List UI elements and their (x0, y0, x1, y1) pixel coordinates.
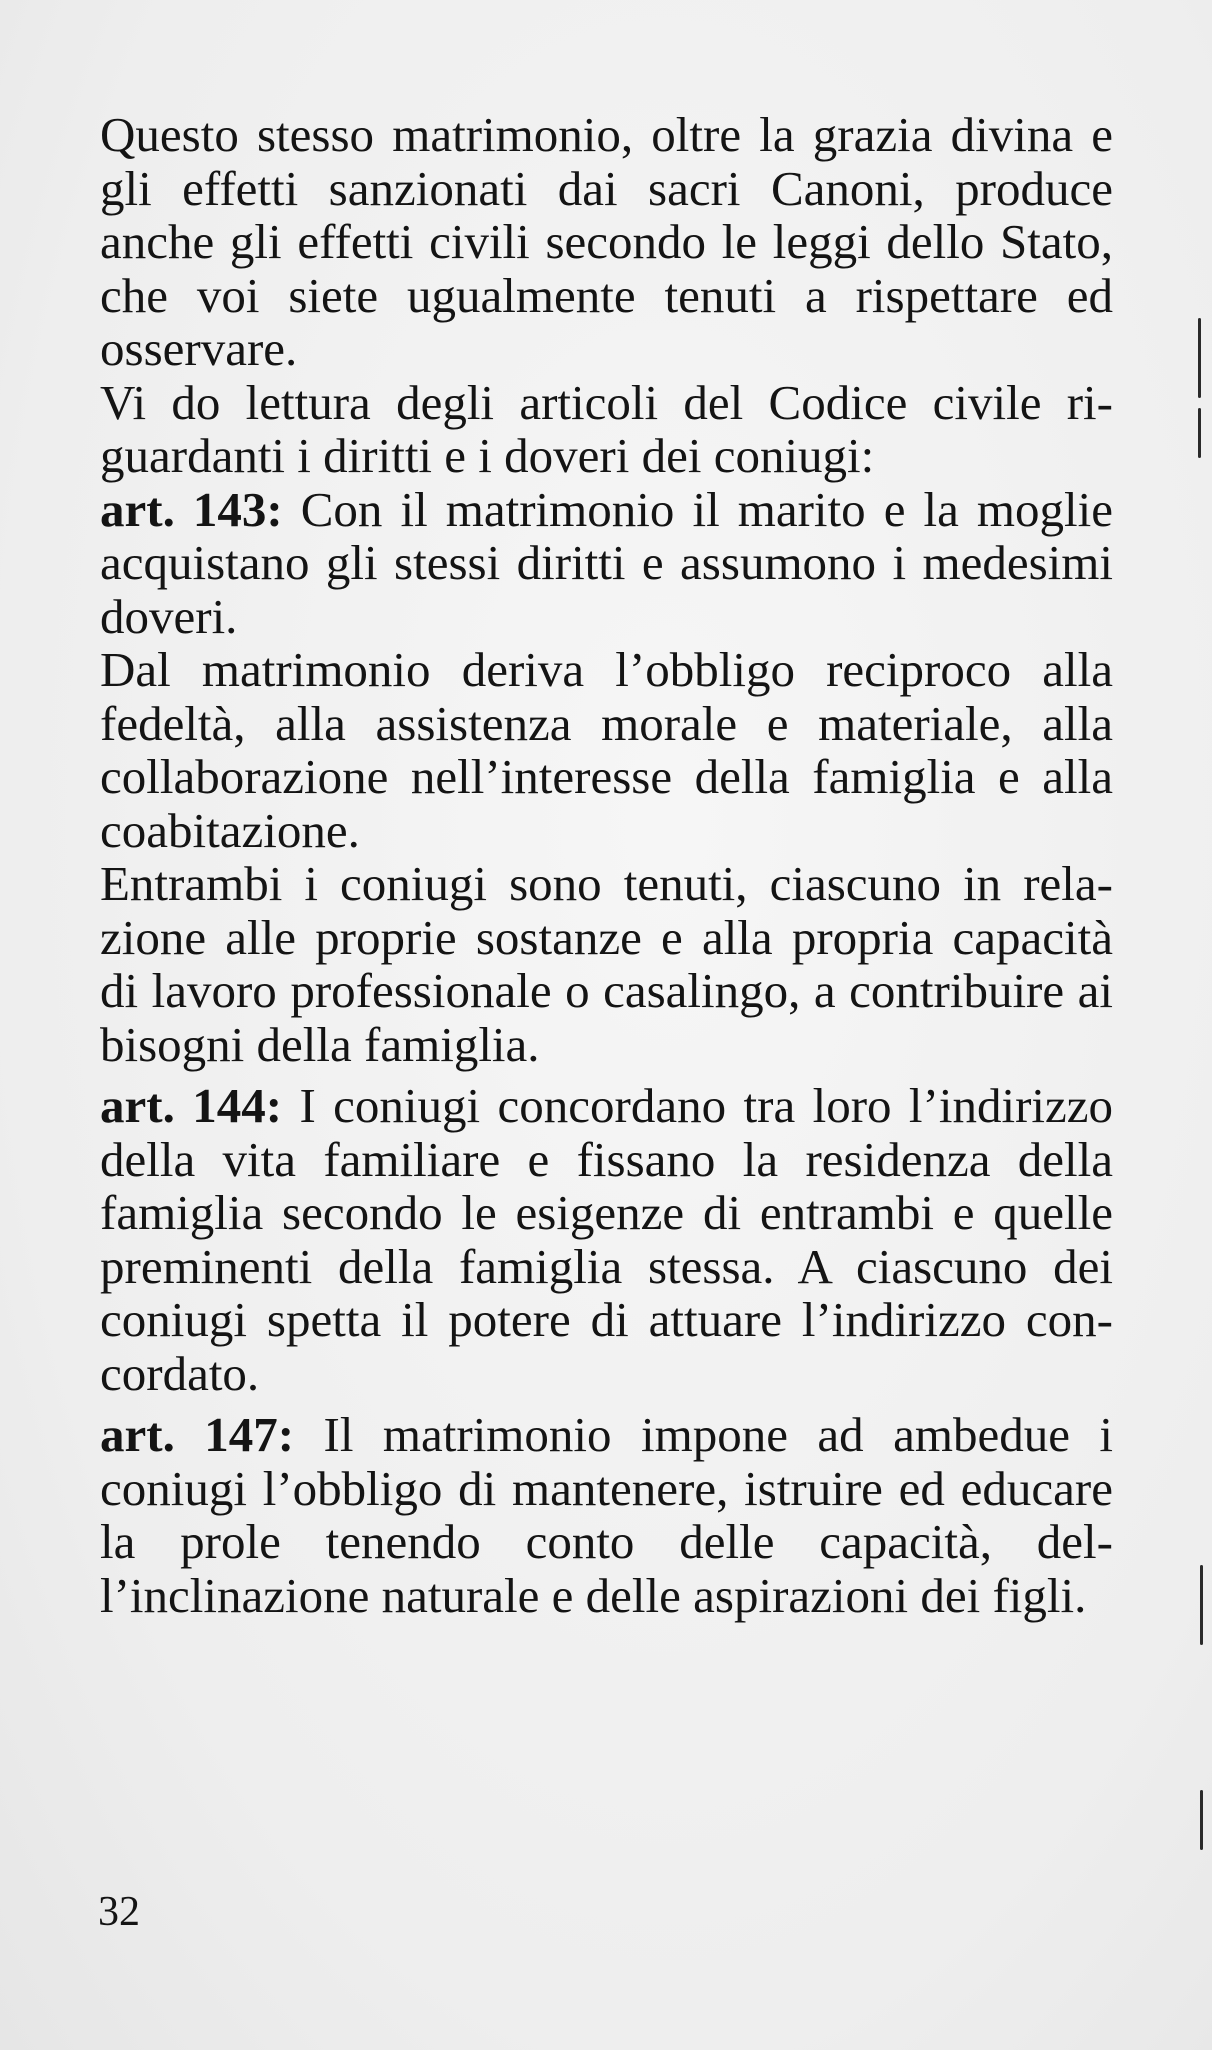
article-label: art. 147: (100, 1407, 295, 1462)
paragraph-reading-intro (100, 376, 1113, 483)
article-144 (100, 1079, 1113, 1400)
paragraph-text: Entrambi i coniugi sono tenuti, ciascuno in relazione alle proprie sostanze e alla propria capacità di lavoro professionale o casalingo, a contribuire ai bisogni della famiglia. (100, 856, 1113, 1072)
article-text: Il matrimonio impone ad ambedue i coniugi l’obbligo di mantenere, istruire ed educare la prole tenendo conto delle capacità, dell’inclinazione naturale e delle aspirazioni dei figli. (100, 1407, 1114, 1623)
article-label: art. 143: (100, 481, 283, 537)
binding-mark (1198, 408, 1201, 458)
paragraph-text: Dal matrimonio deriva l’obbligo reciproco alla fedeltà, alla assistenza morale e materiale, alla collaborazione nell’interesse della famiglia e alla coabitazione. (100, 642, 1113, 858)
binding-mark (1200, 1790, 1203, 1850)
paragraph-text: Vi do lettura degli articoli del Codice civile riguardanti i diritti e i doveri dei coniugi: (100, 374, 1113, 483)
page-number: 32 (98, 1889, 140, 1935)
article-label: art. 144: (100, 1078, 283, 1133)
body-text (100, 108, 1113, 1622)
binding-mark (1200, 1565, 1203, 1645)
article-143 (100, 483, 1113, 644)
paragraph-civil-effects (100, 108, 1113, 376)
paragraph-contribution (100, 857, 1113, 1071)
article-147 (100, 1408, 1113, 1622)
article-text: I coniugi concordano tra loro l’indirizzo della vita familiare e fissano la residenza della famiglia secondo le esigenze di entrambi e quelle preminenti della famiglia stessa. A ciascuno dei coniugi spetta il potere di attuare l’indirizzo concordato. (100, 1078, 1114, 1401)
paragraph-text: Questo stesso matrimonio, oltre la grazia divina e gli effetti sanzionati dai sacri Canoni, produce anche gli effetti civili secondo le leggi dello Stato, che voi siete ugualmente tenuti a rispettare ed osservare. (100, 107, 1113, 376)
binding-mark (1198, 318, 1201, 398)
paragraph-reciprocal-obligation (100, 643, 1113, 857)
article-text: Con il matrimonio il marito e la moglie acquistano gli stessi diritti e assumono i medesimi doveri. (100, 481, 1113, 644)
